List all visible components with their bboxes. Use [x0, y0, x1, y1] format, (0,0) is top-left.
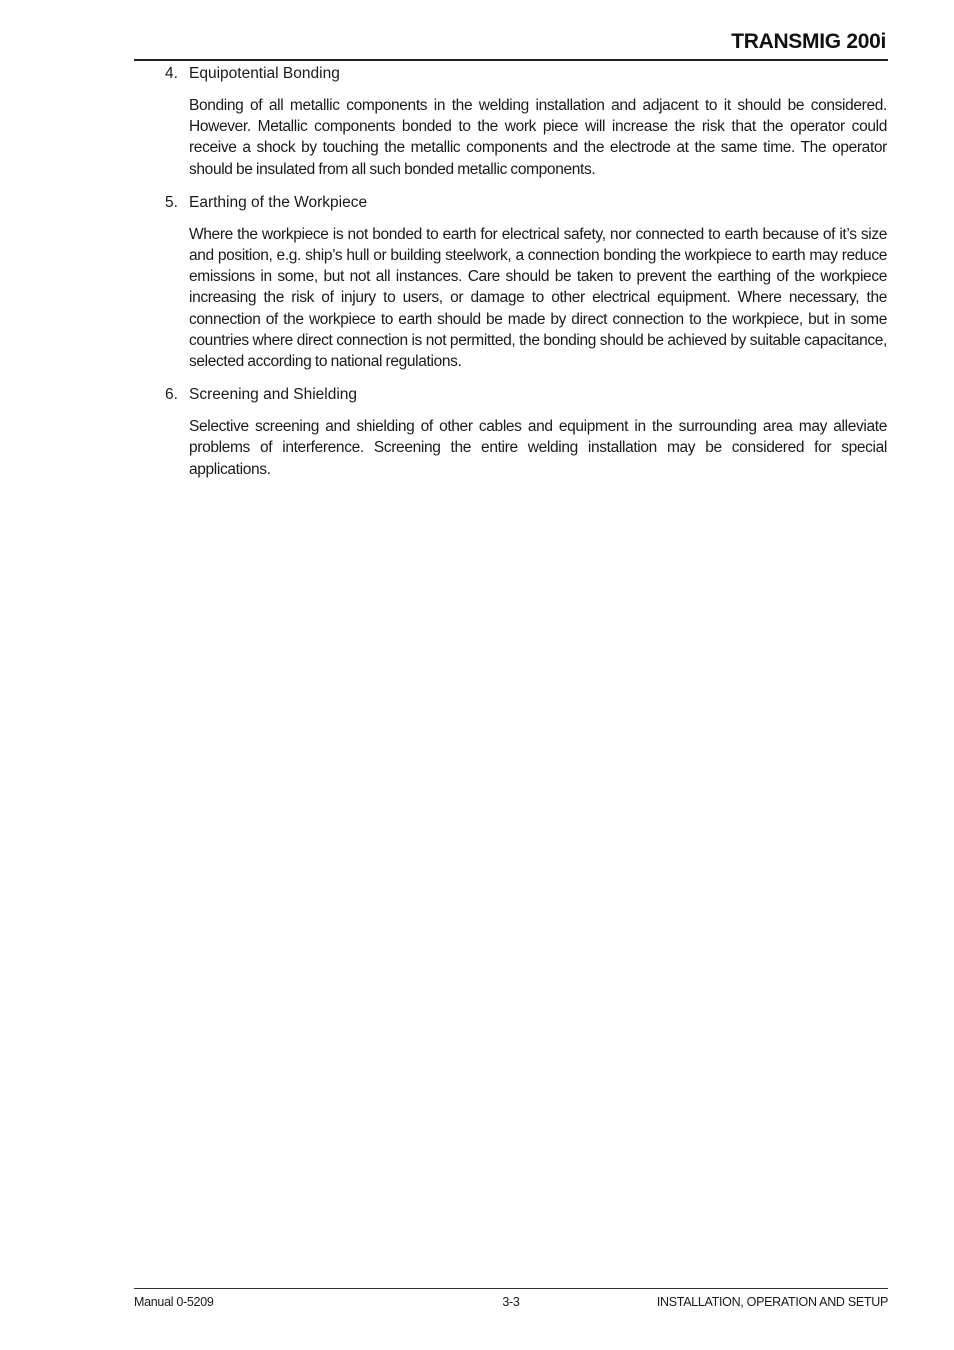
section-heading — [165, 63, 887, 84]
page-content — [165, 63, 887, 492]
page-header-title: TRANSMIG 200i — [731, 30, 886, 53]
section-heading — [165, 384, 887, 405]
section-body: Where the workpiece is not bonded to earth for electrical safety, nor connected to earth because of it’s size and position, e.g. ship’s hull or building steelwork, a connection bonding the workpiece to earth may reduce emissions in some, but not all instances. Care should be taken to prevent the earthing of the workpiece increasing the risk of injury to users, or damage to other electrical equipment. Where necessary, the connection of the workpiece to earth should be made by direct connection to the workpiece, but in some countries where direct connection is not permitted, the bonding should be achieved by suitable capacitance, selected according to national regulations. — [189, 225, 887, 371]
section-heading — [165, 192, 887, 213]
section-equipotential-bonding — [165, 63, 887, 180]
section-title: Equipotential Bonding — [189, 65, 340, 82]
section-body: Bonding of all metallic components in the welding installation and adjacent to it should be considered. However. Metallic components bonded to the work piece will increase the risk that the operator could receive a shock by touching the metallic components and the electrode at the same time. The operator should be insulated from all such bonded metallic components. — [189, 97, 887, 178]
section-earthing-of-workpiece — [165, 192, 887, 372]
section-number: 6. — [165, 386, 178, 404]
footer-manual-number: Manual 0-5209 — [134, 1295, 214, 1309]
section-title: Screening and Shielding — [189, 386, 358, 404]
footer-divider — [134, 1288, 888, 1289]
section-title: Earthing of the Workpiece — [189, 193, 368, 211]
section-number: 4. — [165, 65, 178, 82]
section-screening-and-shielding — [165, 384, 887, 480]
section-number: 5. — [165, 193, 178, 211]
footer-page-number: 3-3 — [502, 1295, 520, 1309]
section-body: Selective screening and shielding of other cables and equipment in the surrounding area may alleviate problems of interference. Screening the entire welding installation may be considered for special applications. — [189, 418, 887, 478]
footer-chapter-title: INSTALLATION, OPERATION AND SETUP — [656, 1295, 888, 1309]
header-divider — [134, 59, 888, 61]
